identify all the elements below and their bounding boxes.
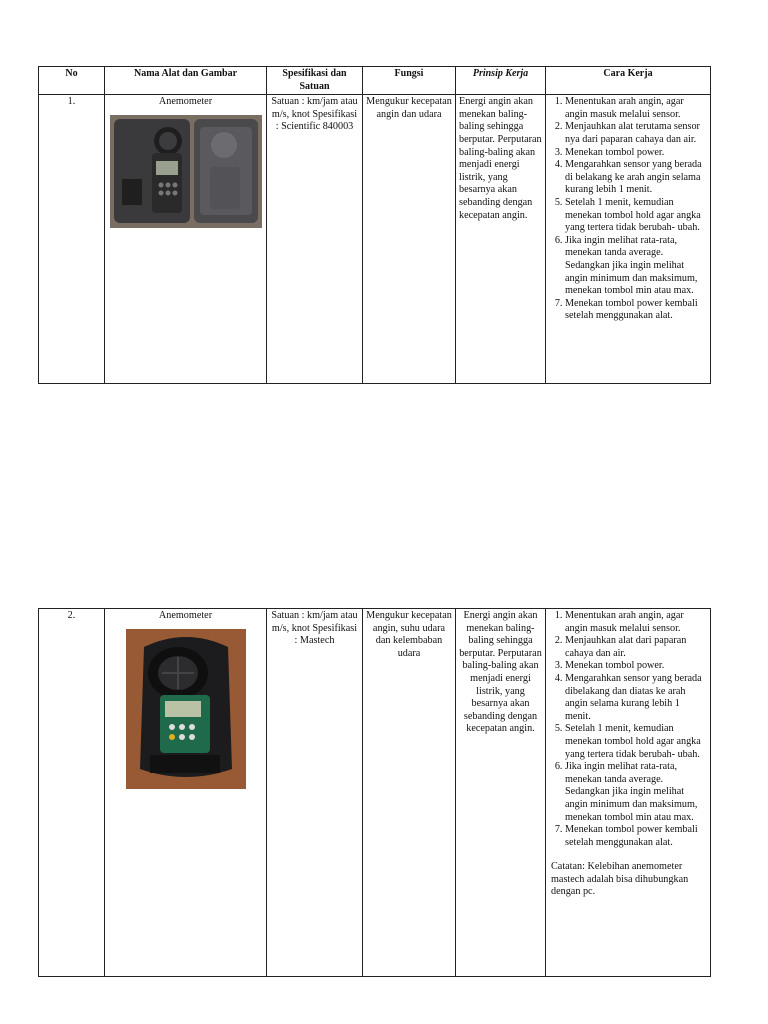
principle-cell: Energi angin akan menekan baling-baling sehingga berputar. Perputaran baling-baling akan menjadi energi listrik, yang besarnya akan sebanding dengan kecepatan angin. [456, 95, 546, 384]
instrument-table-2 [38, 608, 711, 977]
header-no: No [39, 67, 105, 95]
instrument-cell [105, 609, 267, 977]
table-row [39, 95, 711, 384]
table-row [39, 609, 711, 977]
spec-cell: Satuan : km/jam atau m/s, knot Spesifikasi : Mastech [267, 609, 363, 977]
header-fungsi: Fungsi [363, 67, 456, 95]
header-prinsip: Prinsip Kerja [456, 67, 546, 95]
row-number: 2. [39, 609, 105, 977]
list-item: 4. Mengarahkan sensor yang berada di belakang ke arah angin selama kurang lebih 1 menit. [565, 159, 707, 197]
list-item: 7. Menekan tombol power kembali setelah menggunakan alat. [565, 298, 707, 323]
function-cell: Mengukur kecepatan angin, suhu udara dan kelembaban udara [363, 609, 456, 977]
table-header-row [39, 67, 711, 95]
procedure-cell [546, 609, 711, 977]
header-nama: Nama Alat dan Gambar [105, 67, 267, 95]
list-item: 4. Mengarahkan sensor yang berada dibelakang dan diatas ke arah angin selama kurang lebih 1 menit. [565, 673, 707, 723]
list-item: 5. Setelah 1 menit, kemudian menekan tombol hold agar angka yang tertera tidak berubah- ubah. [565, 197, 707, 235]
list-item: 7. Menekan tombol power kembali setelah menggunakan alat. [565, 824, 707, 849]
list-item: 6. Jika ingin melihat rata-rata, menekan tanda average. Sedangkan jika ingin melihat angin minimum dan maksimum, menekan tombol min atau max. [565, 761, 707, 824]
anemometer-mastech-photo [126, 629, 246, 789]
instrument-name: Anemometer [158, 96, 213, 108]
procedure-list [549, 610, 707, 849]
list-item: 1. Menentukan arah angin, agar angin masuk melalui sensor. [565, 610, 707, 635]
list-item: 3. Menekan tombol power. [565, 660, 707, 673]
row-number: 1. [39, 95, 105, 384]
list-item: 1. Menentukan arah angin, agar angin masuk melalui sensor. [565, 96, 707, 121]
principle-cell: Energi angin akan menekan baling-baling sehingga berputar. Perputaran baling-baling akan menjadi energi listrik, yang besarnya akan sebanding dengan kecepatan angin. [456, 609, 546, 977]
instrument-name: Anemometer [158, 610, 213, 621]
instrument-cell [105, 95, 267, 384]
header-spesifikasi: Spesifikasi dan Satuan [267, 67, 363, 95]
procedure-list [549, 96, 707, 323]
header-cara: Cara Kerja [546, 67, 711, 95]
list-item: 2. Menjauhkan alat dari paparan cahaya dan air. [565, 635, 707, 660]
procedure-cell [546, 95, 711, 384]
list-item: 5. Setelah 1 menit, kemudian menekan tombol hold agar angka yang tertera tidak berubah- ubah. [565, 723, 707, 761]
list-item: 6. Jika ingin melihat rata-rata, menekan tanda average. Sedangkan jika ingin melihat angin minimum dan maksimum, menekan tombol min atau max. [565, 235, 707, 298]
instrument-table-1 [38, 66, 711, 384]
note-text: Catatan: Kelebihan anemometer mastech adalah bisa dihubungkan dengan pc. [551, 861, 689, 898]
list-item: 3. Menekan tombol power. [565, 147, 707, 160]
spec-cell: Satuan : km/jam atau m/s, knot Spesifikasi : Scientific 840003 [267, 95, 363, 384]
function-cell: Mengukur kecepatan angin dan udara [363, 95, 456, 384]
anemometer-case-photo [110, 115, 262, 228]
list-item: 2. Menjauhkan alat terutama sensor nya dari paparan cahaya dan air. [565, 121, 707, 146]
